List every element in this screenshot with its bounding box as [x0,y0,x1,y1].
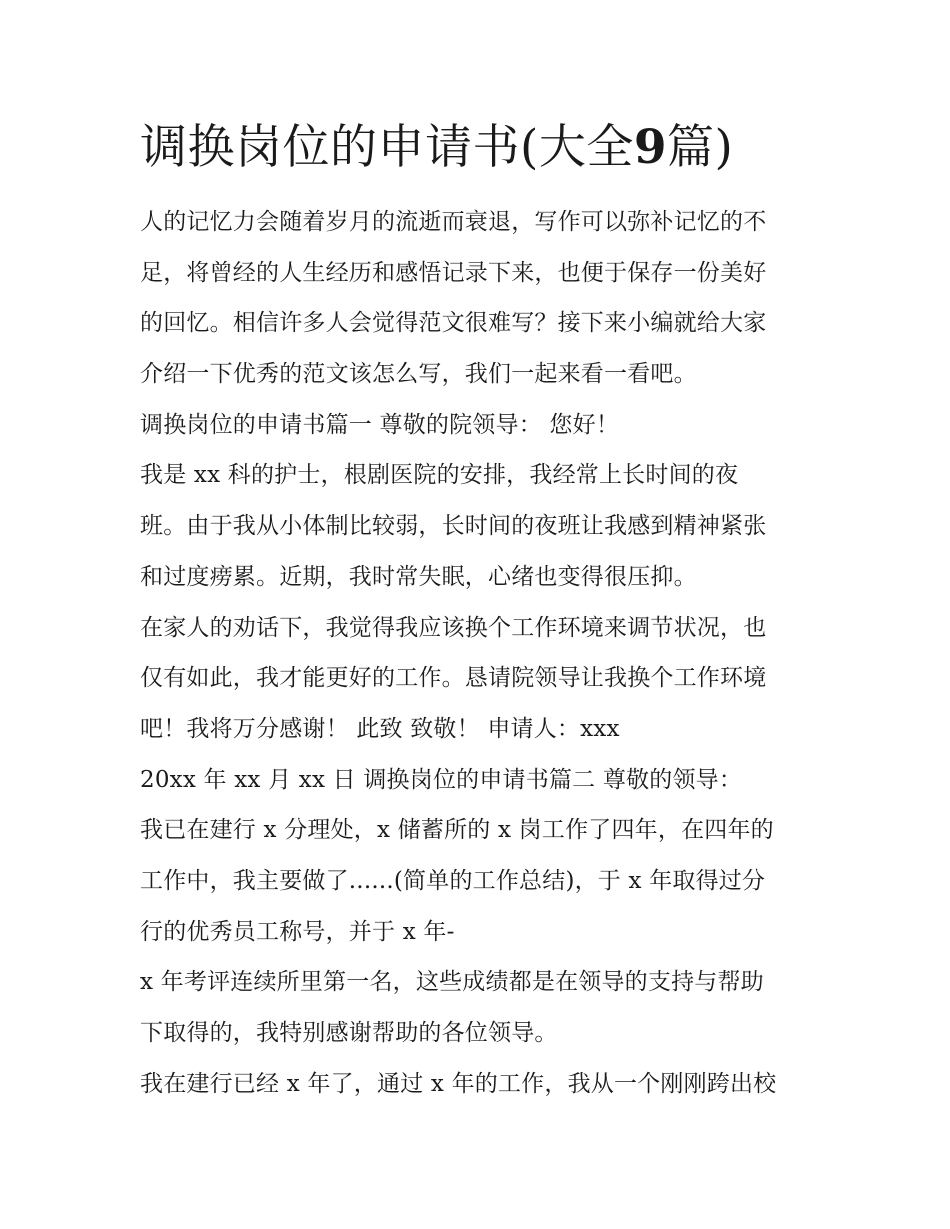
title-main: 调换岗位的申请书(大全 [140,120,634,175]
body-line: 和过度痨累。近期，我时常失眠，心绪也变得很压抑。 [140,563,697,590]
body-line: x 年考评连续所里第一名，这些成绩都是在领导的支持与帮助 [140,969,764,996]
body-line: 仅有如此，我才能更好的工作。恳请院领导让我换个工作环境 [140,665,767,692]
body-line: 我是 xx 科的护士，根剧医院的安排，我经常上长时间的夜 [140,462,739,489]
body-line: 行的优秀员工称号，并于 x 年- [140,918,455,945]
body-line: 的回忆。相信许多人会觉得范文很难写？接下来小编就给大家 [140,310,767,337]
body-line: 班。由于我从小体制比较弱，长时间的夜班让我感到精神紧张 [140,513,767,540]
document-title [140,118,733,178]
body-line: 调换岗位的申请书篇一 尊敬的院领导： 您好！ [140,411,620,438]
title-number: 9 [633,120,668,175]
body-line: 在家人的劝话下，我觉得我应该换个工作环境来调节状况，也 [140,614,767,641]
document-body [140,197,820,1109]
title-end: 篇) [667,120,734,175]
body-line: 介绍一下优秀的范文该怎么写，我们一起来看一看吧。 [140,361,697,388]
body-line: 下取得的，我特别感谢帮助的各位领导。 [140,1020,558,1046]
body-line: 人的记忆力会随着岁月的流逝而衰退，写作可以弥补记忆的不 [140,209,767,235]
body-line: 工作中，我主要做了......(简单的工作总结)，于 x 年取得过分 [140,867,766,894]
body-line: 我在建行已经 x 年了，通过 x 年的工作，我从一个刚刚跨出校 [140,1070,777,1097]
body-line: 我已在建行 x 分理处，x 储蓄所的 x 岗工作了四年，在四年的 [140,817,774,844]
body-line: 20xx 年 xx 月 xx 日 调换岗位的申请书篇二 尊敬的领导： [140,766,743,793]
body-line: 吧！我将万分感谢！ 此致 致敬！ 申请人：xxx [140,715,620,742]
body-line: 足，将曾经的人生经历和感悟记录下来，也便于保存一份美好 [140,259,767,286]
